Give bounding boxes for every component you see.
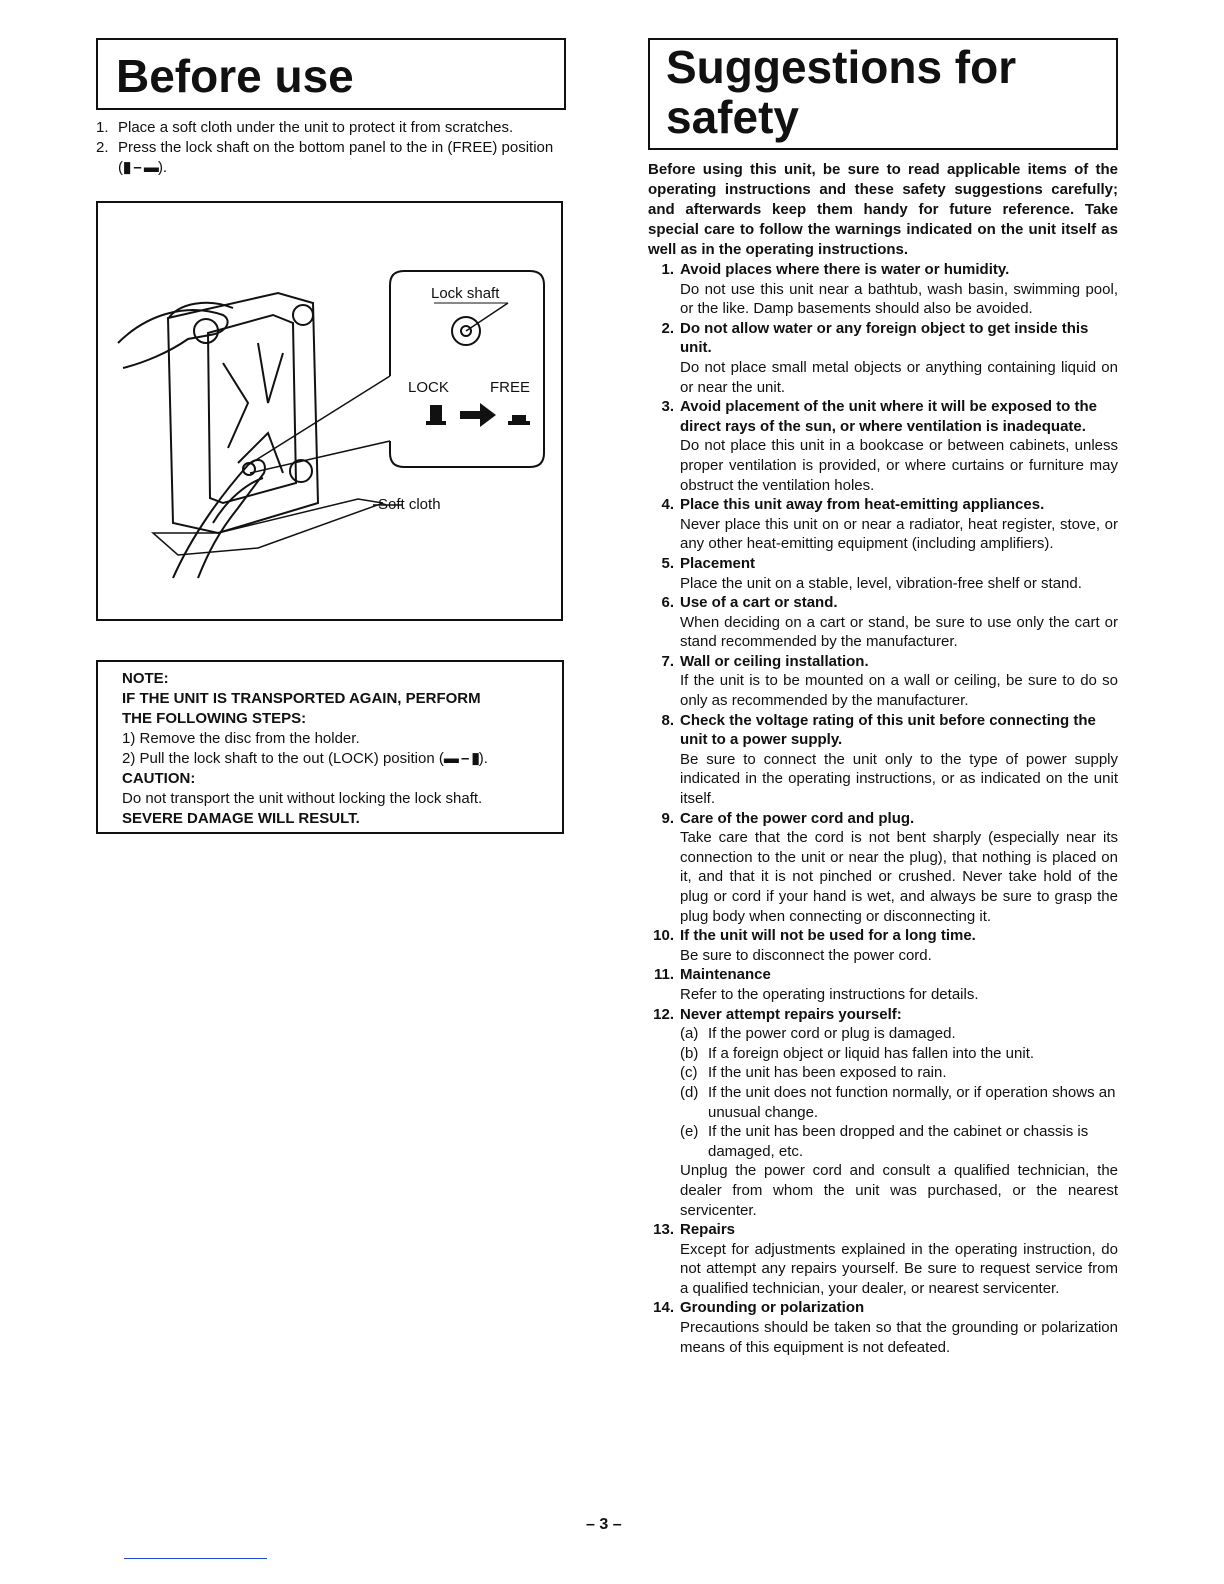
item-number: 7. [661,652,674,670]
item-heading: Never attempt repairs yourself: [680,1005,902,1023]
note-step-text: 2) Pull the lock shaft to the out (LOCK) position ( [122,750,444,767]
safety-item [648,319,1118,397]
item-description: Take care that the cord is not bent sharply (especially near its connection to the unit or near the plug), that nothing is placed on it, and that it is not pinched or crushed. Never take hold of the plug or cord if your hand is wet, and always be sure to grasp the plug body when connecting or disconnecting it. [680,829,1118,925]
item-description: If the unit is to be mounted on a wall or ceiling, be sure to do so only as recommended by the manufacturer. [680,672,1118,710]
safety-item [648,1005,1118,1221]
note-heading: NOTE: [122,670,169,687]
repair-conditions-list [680,1024,1118,1161]
note-step-tail: ). [478,750,488,767]
item-description: Except for adjustments explained in the operating instruction, do not attempt any repairs yourself. Be sure to request service from a qualified technician, your dealer, or nearest servicenter. [680,1240,1118,1297]
safety-item [648,593,1118,652]
safety-item [648,1220,1118,1298]
item-number: 12. [653,1005,674,1023]
condition-text: If a foreign object or liquid has fallen into the unit. [708,1044,1035,1062]
condition-letter: (d) [680,1083,699,1101]
transport-note-box [96,660,564,834]
item-description: Be sure to disconnect the power cord. [680,946,932,964]
item-number: 4. [661,496,674,514]
unit-illustration [98,203,561,619]
step-item [96,118,566,138]
soft-cloth-label: Soft cloth [378,496,441,513]
item-number: 14. [653,1299,674,1317]
safety-item [648,652,1118,711]
note-step: 1) Remove the disc from the holder. [122,730,360,747]
lock-shaft-label: Lock shaft [431,285,500,302]
safety-section [648,38,1118,1357]
safety-item [648,809,1118,927]
repair-condition [680,1122,1118,1161]
item-number: 9. [661,809,674,827]
safety-item [648,711,1118,809]
safety-item [648,397,1118,495]
step-item [96,138,566,178]
item-number: 8. [661,711,674,729]
repair-condition [680,1044,1118,1064]
item-description: When deciding on a cart or stand, be sure to use only the cart or stand recommended by the manufacturer. [680,613,1118,651]
safety-intro: Before using this unit, be sure to read applicable items of the operating instructions and these safety suggestions carefully; and afterwards keep them handy for future reference. Take special care to follow the warnings indicated on the unit itself as well as in the operating instructions. [648,161,1118,258]
repair-condition [680,1083,1118,1122]
note-warning-line: IF THE UNIT IS TRANSPORTED AGAIN, PERFORM [122,690,481,707]
item-heading: Placement [680,554,756,572]
item-heading: Do not allow water or any foreign object to get inside this unit. [680,319,1089,357]
item-number: 13. [653,1221,674,1239]
condition-letter: (a) [680,1025,699,1043]
safety-item [648,926,1118,965]
item-number: 10. [653,927,674,945]
item-number: 11. [653,966,674,984]
item-heading: If the unit will not be used for a long time. [680,927,976,945]
condition-letter: (b) [680,1044,699,1062]
item-heading: Grounding or polarization [680,1299,865,1317]
item-description: Do not place small metal objects or anything containing liquid on or near the unit. [680,358,1118,396]
item-heading: Avoid placement of the unit where it will be exposed to the direct rays of the sun, or where ventilation is inadequate. [680,398,1097,435]
safety-item [648,554,1118,593]
step-number: 2. [96,139,109,156]
note-warning-line: THE FOLLOWING STEPS: [122,710,307,727]
lock-shaft-illustration [96,201,563,621]
before-use-steps [96,118,566,178]
bottom-rule [124,1558,267,1559]
free-position-symbol: ▮ – ▬ [123,159,158,176]
item-heading: Place this unit away from heat-emitting appliances. [680,496,1045,514]
step-text-tail: ). [157,159,168,176]
step-text: Place a soft cloth under the unit to protect it from scratches. [118,119,514,136]
safety-item [648,1298,1118,1357]
before-use-title: Before use [96,38,566,110]
safety-item [648,965,1118,1004]
item-heading: Repairs [680,1221,736,1239]
repair-condition [680,1024,1118,1044]
item-description: Unplug the power cord and consult a qualified technician, the dealer from whom the unit was purchased, or the nearest servicenter. [680,1162,1118,1219]
lock-position-symbol: ▬ – ▮ [443,750,479,767]
item-heading: Avoid places where there is water or humidity. [680,261,1010,278]
item-number: 1. [661,261,674,278]
before-use-section [96,38,566,827]
note-step [122,749,562,769]
item-heading: Wall or ceiling installation. [680,652,869,670]
item-description: Do not use this unit near a bathtub, wash basin, swimming pool, or the like. Damp basements should also be avoided. [680,280,1118,318]
condition-text: If the unit has been exposed to rain. [708,1064,947,1082]
page-number: – 3 – [586,1516,622,1533]
safety-item [648,260,1118,319]
item-heading: Use of a cart or stand. [680,594,838,612]
item-description: Do not place this unit in a bookcase or between cabinets, unless proper ventilation is provided, or where curtains or furniture may obstruct the ventilation holes. [680,437,1118,494]
safety-list [648,260,1118,1357]
item-heading: Check the voltage rating of this unit before connecting the unit to a power supply. [680,711,1096,749]
repair-condition [680,1063,1118,1083]
condition-text: If the power cord or plug is damaged. [708,1025,956,1043]
caution-text: Do not transport the unit without locking the lock shaft. [122,790,483,807]
caution-bold-text: SEVERE DAMAGE WILL RESULT. [122,810,360,827]
condition-text: If the unit does not function normally, or if operation shows an unusual change. [708,1083,1116,1121]
item-number: 2. [661,319,674,337]
condition-letter: (e) [680,1123,699,1141]
caution-heading: CAUTION: [122,770,196,787]
item-number: 6. [661,594,674,612]
condition-letter: (c) [680,1064,698,1082]
lock-label: LOCK [408,379,449,396]
item-heading: Maintenance [680,966,771,984]
safety-item [648,495,1118,554]
safety-title: Suggestions for safety [648,38,1118,150]
item-description: Place the unit on a stable, level, vibration-free shelf or stand. [680,574,1082,592]
item-description: Never place this unit on or near a radiator, heat register, stove, or any other heat-emitting equipment (including amplifiers). [680,515,1118,553]
free-label: FREE [490,379,531,396]
item-number: 5. [661,554,674,572]
item-heading: Care of the power cord and plug. [680,809,915,827]
item-description: Refer to the operating instructions for details. [680,985,979,1003]
step-text: Press the lock shaft on the bottom panel to the in (FREE) position ( [118,139,554,176]
step-number: 1. [96,119,109,136]
item-number: 3. [661,398,674,416]
condition-text: If the unit has been dropped and the cabinet or chassis is damaged, etc. [708,1123,1089,1160]
item-description: Precautions should be taken so that the grounding or polarization means of this equipment is not defeated. [680,1319,1118,1356]
item-description: Be sure to connect the unit only to the type of power supply indicated in the operating instructions, or as indicated on the unit itself. [680,750,1118,808]
